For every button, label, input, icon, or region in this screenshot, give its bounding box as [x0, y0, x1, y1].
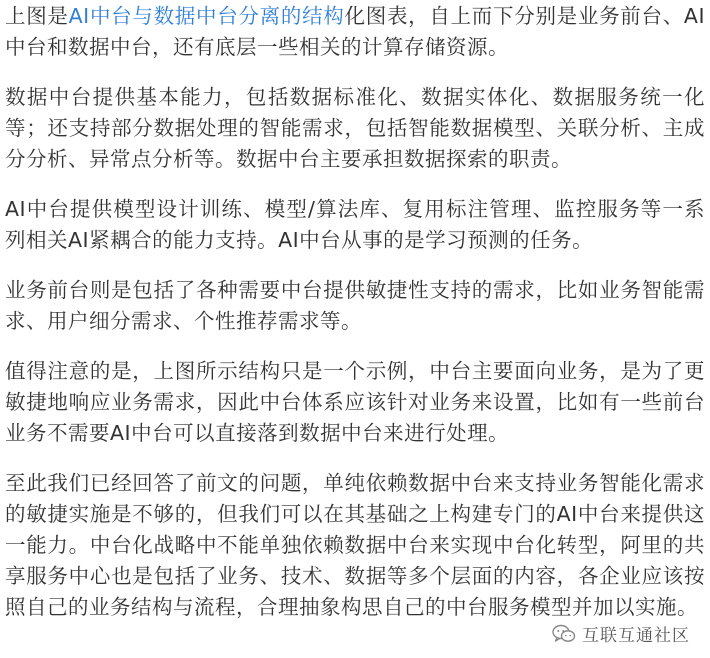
wechat-icon: [552, 624, 576, 644]
watermark: [548, 619, 694, 648]
paragraph-1-suffix: 化图表，自上而下分别是业务前台、AI中台和数据中台，还有底层一些相关的计算存储资源。: [5, 4, 706, 59]
paragraph-4: 业务前台则是包括了各种需要中台提供敏捷性支持的需求，比如业务智能需求、用户细分需求、个性推荐需求等。: [5, 278, 705, 333]
article-body: [5, 0, 705, 642]
structure-diagram-link[interactable]: AI中台与数据中台分离的结构: [68, 4, 345, 28]
paragraph-3: AI中台提供模型设计训练、模型/算法库、复用标注管理、监控服务等一系列相关AI紧耦合的能力支持。AI中台从事的是学习预测的任务。: [5, 197, 705, 252]
paragraph-2: 数据中台提供基本能力，包括数据标准化、数据实体化、数据服务统一化等；还支持部分数据处理的智能需求，包括智能数据模型、关联分析、主成分分析、异常点分析等。数据中台主要承担数据探索的职责。: [5, 85, 705, 171]
paragraph-1-prefix: 上图是: [5, 4, 69, 28]
paragraph-5: 值得注意的是，上图所示结构只是一个示例，中台主要面向业务，是为了更敏捷地响应业务需求，因此中台体系应该针对业务来设置，比如有一些前台业务不需要AI中台可以直接落到数据中台来进行处理。: [5, 359, 705, 445]
watermark-text: 互联互通社区: [582, 626, 690, 646]
paragraph-1: [5, 1, 705, 63]
paragraph-6: 至此我们已经回答了前文的问题，单纯依赖数据中台来支持业务智能化需求的敏捷实施是不够的，但我们可以在其基础之上构建专门的AI中台来提供这一能力。中台化战略中不能单独依赖数据中台来实现中台化转型，阿里的共享服务中心也是包括了业务、技术、数据等多个层面的内容，各企业应该按照自己的业务结构与流程，合理抽象构思自己的中台服务模型并加以实施。: [5, 471, 705, 619]
